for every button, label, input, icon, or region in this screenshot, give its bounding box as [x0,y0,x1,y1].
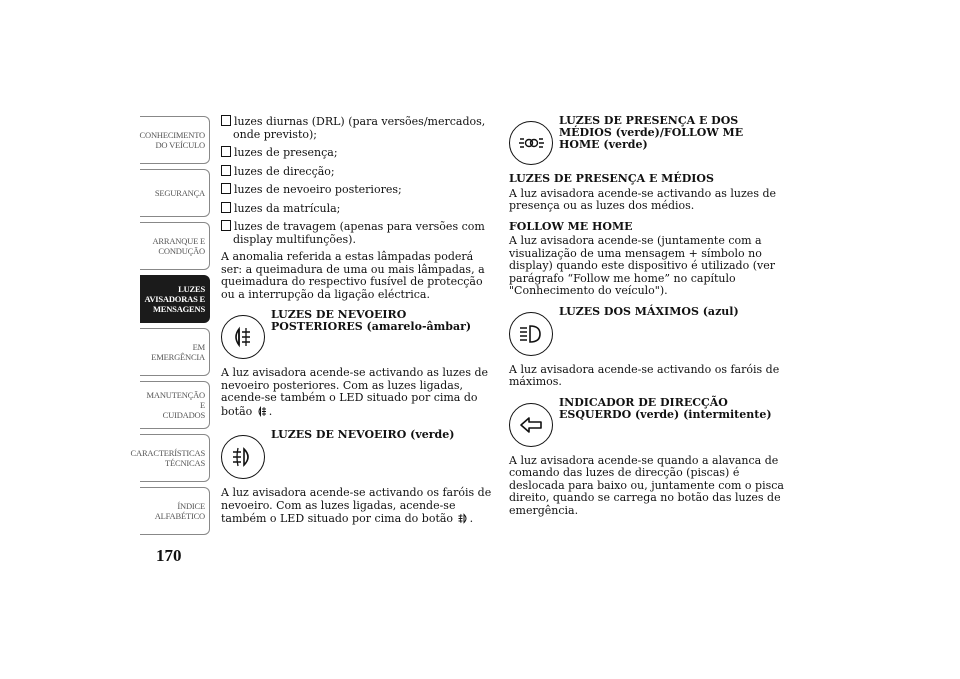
front-fog-light-icon [221,435,265,479]
tab-arranque-e-conducao[interactable]: ARRANQUE E CONDUÇÃO [140,222,210,270]
list-item: luzes de nevoeiro posteriores; [221,183,496,197]
turn-indicator-paragraph: A luz avisadora acende-se quando a alavanca de comando das luzes de direcção (piscas) é deslocada para baixo ou, juntamente com o pisca direito, quando se carrega no botão das luzes de emergência. [509,453,784,517]
tab-conhecimento-do-veiculo[interactable]: CONHECIMENTO DO VEÍCULO [140,116,210,164]
right-column [509,115,784,525]
checkbox-bullet-icon [221,202,231,213]
tab-indice-alfabetico[interactable]: ÍNDICE ALFABÉTICO [140,487,210,535]
checkbox-bullet-icon [221,115,231,126]
position-paragraph: A luz avisadora acende-se activando as luzes de presença ou as luzes dos médios. [509,186,777,212]
checkbox-bullet-icon [221,183,231,194]
high-beam-title: LUZES DOS MÁXIMOS (azul) [559,304,739,318]
list-item: luzes de presença; [221,146,496,160]
high-beam-paragraph: A luz avisadora acende-se activando os faróis de máximos. [509,362,780,388]
checkbox-bullet-icon [221,165,231,176]
front-fog-button-icon [457,512,470,529]
left-turn-indicator-icon [509,403,553,447]
list-item: luzes de travagem (apenas para versões com display multifunções). [221,220,496,246]
follow-me-home-paragraph: A luz avisadora acende-se (juntamente com a visualização de uma mensagem + símbolo no display) quando este dispositivo é utilizado (ver parágrafo “Follow me home” no capítulo "Conhecimento do veículo"). [509,234,775,297]
list-item: luzes de direcção; [221,165,496,179]
high-beam-icon [509,312,553,356]
tab-manutencao-e-cuidados[interactable]: MANUTENÇÃO E CUIDADOS [140,381,210,429]
turn-indicator-title: INDICADOR DE DIRECÇÃO ESQUERDO (verde) (intermitente) [559,395,772,421]
tab-seguranca[interactable]: SEGURANÇA [140,169,210,217]
checkbox-bullet-icon [221,220,231,231]
tab-caracteristicas-tecnicas[interactable]: CARACTERÍSTICAS TÉCNICAS [140,434,210,482]
front-fog-paragraph: A luz avisadora acende-se activando os faróis de nevoeiro. Com as luzes ligadas, acende-se também o LED situado por cima do botão . [221,487,496,529]
tab-em-emergencia[interactable]: EM EMERGÊNCIA [140,328,210,376]
turn-indicator-section-header [509,397,784,447]
rear-fog-paragraph: A luz avisadora acende-se activando as luzes de nevoeiro posteriores. Com as luzes ligadas, acende-se também o LED situado por cima do botão . [221,367,496,421]
position-lights-title: LUZES DE PRESENÇA E DOS MÉDIOS (verde)/FOLLOW ME HOME (verde) [559,114,744,151]
checkbox-bullet-icon [221,146,231,157]
rear-fog-light-icon [221,315,265,359]
chapter-sidebar [130,116,210,540]
list-item: luzes da matrícula; [221,202,496,216]
rear-fog-section-header [221,309,496,359]
anomaly-paragraph: A anomalia referida a estas lâmpadas poderá ser: a queimadura de uma ou mais lâmpadas, a queimadura do respectivo fusível de protecção ou a interrupção da ligação eléctrica. [221,250,485,301]
left-column [221,115,496,537]
high-beam-section-header [509,306,784,356]
page-number: 170 [156,546,182,565]
rear-fog-button-icon [256,405,269,422]
position-heading: LUZES DE PRESENÇA E MÉDIOS [509,172,714,185]
position-lights-section-header [509,115,784,165]
follow-me-home-heading: FOLLOW ME HOME [509,219,633,233]
tab-luzes-avisadoras[interactable]: LUZES AVISADORAS E MENSAGENS [140,275,210,323]
list-item: luzes diurnas (DRL) (para versões/mercados, onde previsto); [221,115,496,141]
position-lights-icon [509,121,553,165]
rear-fog-title: LUZES DE NEVOEIRO POSTERIORES (amarelo-âmbar) [271,308,472,333]
front-fog-title: LUZES DE NEVOEIRO (verde) [271,428,455,441]
front-fog-section-header [221,429,496,479]
